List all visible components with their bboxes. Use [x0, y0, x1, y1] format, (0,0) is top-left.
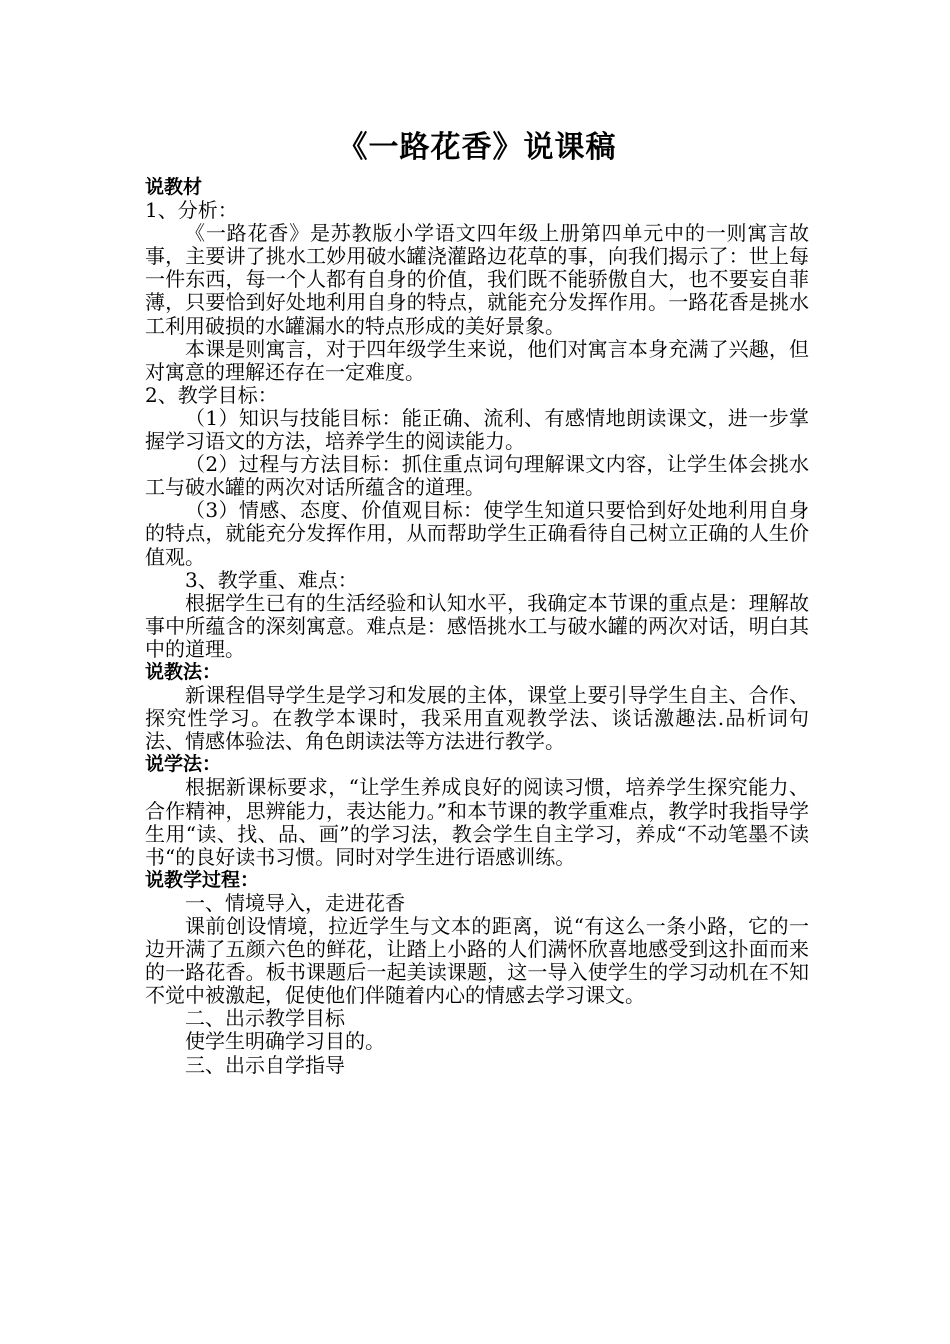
analysis-label: 1、分析：: [145, 198, 238, 223]
section-heading-teaching-method: 说教法：: [145, 660, 222, 683]
section-heading-learning-method: 说学法：: [145, 753, 222, 776]
document-page: [145, 128, 809, 1077]
goal-1: （1）知识与技能目标：能正确、流利、有感情地朗读课文，进一步掌握学习语文的方法，培养学生的阅读能力。: [145, 405, 809, 454]
document-title: 《一路花香》说课稿: [337, 130, 617, 165]
section-heading-process: 说教学过程：: [145, 868, 260, 891]
goals-label: 2、教学目标：: [145, 382, 278, 407]
analysis-paragraph-1: 《一路花香》是苏教版小学语文四年级上册第四单元中的一则寓言故事，主要讲了挑水工妙用破水罐浇灌路边花草的事，向我们揭示了：世上每一件东西，每一个人都有自身的价值，我们既不能骄傲自大，也不要妄自菲薄，只要恰到好处地利用自身的特点，就能充分发挥作用。一路花香是挑水工利用破损的水罐漏水的特点形成的美好景象。: [145, 221, 809, 338]
goal-3: （3）情感、态度、价值观目标：使学生知道只要恰到好处地利用自身的特点，就能充分发挥作用，从而帮助学生正确看待自己树立正确的人生价值观。: [145, 498, 809, 569]
process-step-3-title: 三、出示自学指导: [185, 1052, 345, 1077]
analysis-paragraph-2: 本课是则寓言，对于四年级学生来说，他们对寓言本身充满了兴趣，但对寓意的理解还存在一定难度。: [145, 336, 809, 384]
section-heading-materials: 说教材: [145, 176, 203, 198]
focus-paragraph: 根据学生已有的生活经验和认知水平，我确定本节课的重点是：理解故事中所蕴含的深刻寓意。难点是：感悟挑水工与破水罐的两次对话，明白其中的道理。: [145, 590, 809, 661]
learning-method-paragraph: 根据新课标要求，“让学生养成良好的阅读习惯，培养学生探究能力、合作精神，思辨能力，表达能力。”和本节课的教学重难点，教学时我指导学生用“读、找、品、画”的学习法，教会学生自主学习，养成“不动笔墨不读书“的良好读书习惯。同时对学生进行语感训练。: [145, 775, 809, 869]
process-step-1-title: 一、情境导入，走进花香: [185, 890, 405, 915]
process-step-2-title: 二、出示教学目标: [185, 1006, 345, 1031]
focus-label: 3、教学重、难点：: [185, 567, 358, 592]
teaching-method-paragraph: 新课程倡导学生是学习和发展的主体，课堂上要引导学生自主、合作、探究性学习。在教学本课时，我采用直观教学法、谈话激趣法.品析词句法、情感体验法、角色朗读法等方法进行教学。: [145, 683, 809, 754]
process-step-2-paragraph: 使学生明确学习目的。: [185, 1029, 385, 1054]
process-step-1-paragraph: 课前创设情境，拉近学生与文本的距离，说“有这么一条小路，它的一边开满了五颜六色的鲜花，让踏上小路的人们满怀欣喜地感受到这扑面而来的一路花香。板书课题后一起美读课题，这一导入使学生的学习动机在不知不觉中被激起，促使他们伴随着内心的情感去学习课文。: [145, 914, 809, 1008]
goal-2: （2）过程与方法目标：抓住重点词句理解课文内容，让学生体会挑水工与破水罐的两次对话所蕴含的道理。: [145, 452, 809, 500]
